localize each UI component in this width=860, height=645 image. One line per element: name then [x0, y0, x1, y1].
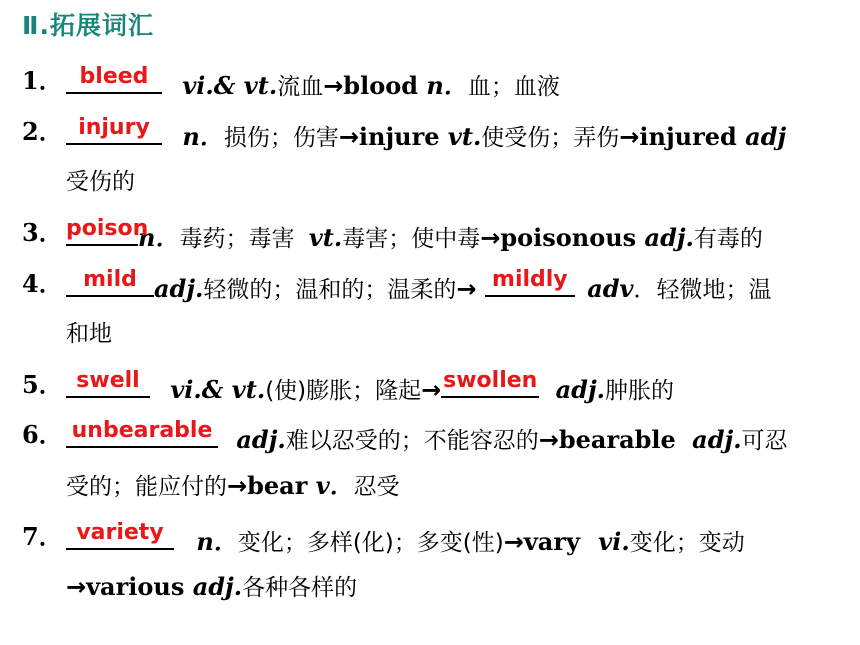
answer-text-2: swollen [443, 368, 538, 393]
derived-meaning: 有毒的 [693, 226, 763, 252]
part-of-speech: adj. [154, 274, 204, 303]
answer-text: bleed [79, 64, 149, 89]
item-number: 7． [22, 522, 63, 551]
answer-blank [66, 522, 174, 550]
arrow-icon: → [66, 573, 87, 601]
answer-blank-2 [441, 370, 539, 398]
arrow-icon: → [538, 426, 559, 454]
derived-word-2: injured [639, 122, 737, 151]
answer-text: injury [78, 115, 150, 140]
answer-blank [66, 216, 149, 246]
derived-word: bearable [558, 425, 676, 454]
derived-meaning: ．轻微地；温 [633, 277, 772, 303]
meaning: 轻微的；温和的；温柔的 [203, 277, 457, 303]
meaning: 损伤；伤害 [223, 125, 339, 151]
meaning: 难以忍受的；不能容忍的 [285, 428, 539, 454]
answer-blank-2 [485, 269, 575, 297]
derived-meaning: 使受伤；弄伤 [481, 125, 620, 151]
answer-blank [66, 66, 162, 94]
meaning: 变化；多样(化)；多变(性) [237, 530, 504, 556]
derived-pos: adj. [644, 223, 694, 252]
answer-blank [66, 269, 154, 297]
answer-text-2: mildly [492, 267, 568, 292]
derived-meaning-2: 各种各样的 [242, 575, 358, 601]
item-number: 1． [22, 66, 63, 95]
answer-blank [66, 420, 218, 448]
part-of-speech-2: vt. [308, 223, 343, 252]
derived-meaning: 可忍 [741, 428, 788, 454]
derived-meaning-2: 受伤的 [66, 169, 135, 195]
meaning-2: 毒害；使中毒 [342, 226, 481, 252]
derived-pos: n． [426, 71, 468, 100]
arrow-icon: → [619, 123, 640, 151]
derived-word-2: various [86, 572, 185, 601]
item-number: 6． [22, 420, 63, 449]
part-of-speech: vi.& vt. [170, 375, 266, 404]
derived-word: injure [358, 122, 440, 151]
derived-pos: vt. [447, 122, 482, 151]
item-number: 2． [22, 117, 63, 146]
arrow-icon: → [421, 376, 442, 404]
section-title: Ⅱ.拓展词汇 [22, 11, 154, 40]
meaning: 毒药；毒害 [179, 226, 295, 252]
meaning: (使)膨胀；隆起 [265, 378, 422, 404]
derived-pos-2: adj [745, 122, 787, 151]
answer-text: swell [76, 368, 140, 393]
derived-word: blood [343, 71, 418, 100]
answer-text: poison [66, 216, 149, 241]
arrow-icon: → [480, 224, 501, 252]
part-of-speech: n． [182, 122, 224, 151]
derived-meaning-cont: 和地 [66, 321, 112, 347]
arrow-icon: → [227, 472, 248, 500]
derived-meaning-cont: 受的；能应付的 [66, 474, 227, 500]
arrow-icon: → [338, 123, 359, 151]
answer-blank [66, 117, 162, 145]
answer-text: variety [76, 520, 164, 545]
derived-pos: adj. [555, 375, 605, 404]
derived-meaning: 血；血液 [467, 74, 560, 100]
derived-pos: vi. [598, 527, 630, 556]
item-number: 3． [22, 218, 63, 247]
derived-pos: adj. [692, 425, 742, 454]
derived-pos-2: adj. [192, 572, 243, 601]
part-of-speech: n． [196, 527, 238, 556]
derived-word: vary [523, 527, 580, 556]
arrow-icon: → [503, 528, 524, 556]
arrow-icon: → [456, 275, 477, 303]
meaning: 流血 [277, 74, 324, 100]
derived-meaning-2: 忍受 [353, 474, 400, 500]
part-of-speech: n． [138, 223, 180, 252]
derived-word-2: bear [247, 471, 308, 500]
arrow-icon: → [323, 72, 344, 100]
answer-text: unbearable [71, 418, 213, 443]
answer-blank [66, 370, 150, 398]
item-number: 4． [22, 269, 63, 298]
part-of-speech: adj. [236, 425, 286, 454]
derived-word: poisonous [500, 223, 637, 252]
part-of-speech: vi.& vt. [182, 71, 278, 100]
derived-pos-2: v． [315, 471, 354, 500]
derived-meaning: 变化；变动 [629, 530, 745, 556]
answer-text: mild [83, 267, 137, 292]
item-number: 5． [22, 370, 63, 399]
derived-pos: adv [587, 274, 634, 303]
derived-meaning: 肿胀的 [604, 378, 674, 404]
